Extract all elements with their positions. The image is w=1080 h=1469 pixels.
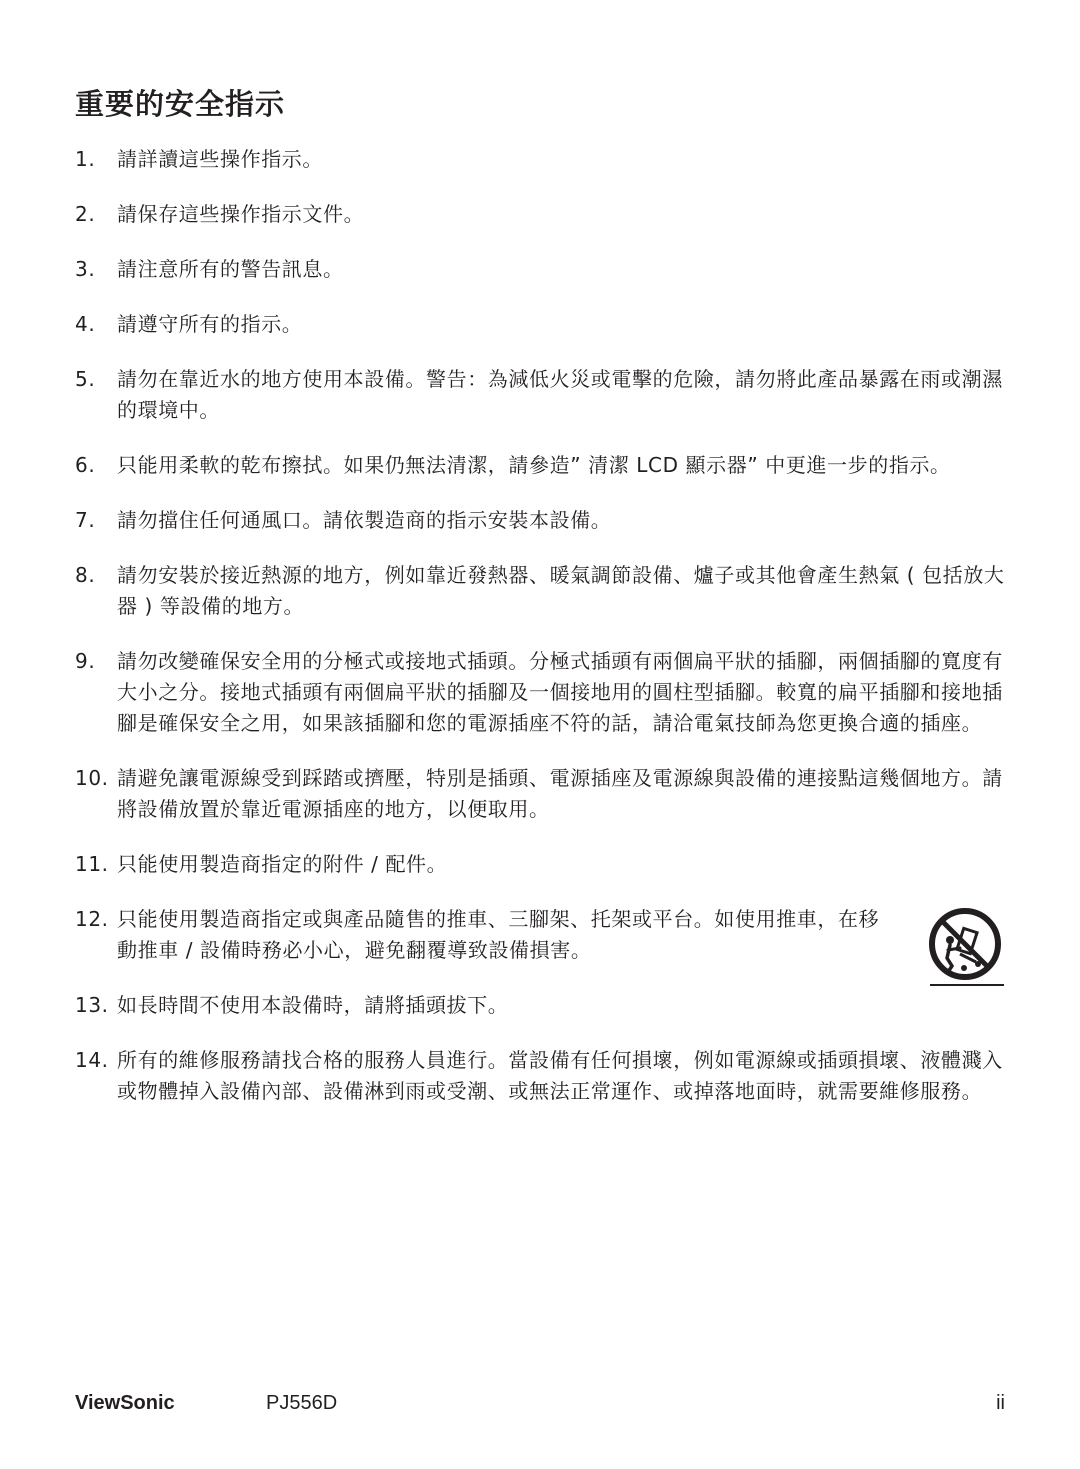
item-text: 請注意所有的警告訊息。 (117, 257, 344, 281)
list-item (75, 254, 1010, 285)
list-item (75, 364, 1010, 426)
item-number: 6. (75, 453, 96, 477)
cart-tip-over-warning-icon (920, 906, 1010, 988)
item-text: 請勿安裝於接近熱源的地方，例如靠近發熱器、暖氣調節設備、爐子或其他會產生熱氣 ( 包括放大器 ) 等設備的地方。 (117, 563, 1005, 618)
list-item (75, 144, 1010, 175)
item-text: 如長時間不使用本設備時，請將插頭拔下。 (117, 993, 509, 1017)
page-footer (75, 1388, 1005, 1418)
list-item (75, 763, 1010, 825)
item-number: 12. (75, 907, 109, 931)
item-text: 所有的維修服務請找合格的服務人員進行。當設備有任何損壞，例如電源線或插頭損壞、液體濺入或物體掉入設備內部、設備淋到雨或受潮、或無法正常運作、或掉落地面時，就需要維修服務。 (117, 1048, 1003, 1103)
item-text: 只能用柔軟的乾布擦拭。如果仍無法清潔，請參造” 清潔 LCD 顯示器” 中更進一步的指示。 (117, 453, 951, 477)
list-item (75, 990, 1010, 1021)
item-number: 5. (75, 367, 96, 391)
list-item (75, 849, 1010, 880)
item-number: 9. (75, 649, 96, 673)
page-title: 重要的安全指示 (75, 87, 286, 121)
item-number: 3. (75, 257, 96, 281)
item-text: 只能使用製造商指定的附件 / 配件。 (117, 852, 448, 876)
list-item (75, 904, 1010, 966)
item-text: 只能使用製造商指定或與產品隨售的推車、三腳架、托架或平台。如使用推車，在移動推車 / 設備時務必小心，避免翻覆導致設備損害。 (117, 907, 880, 962)
item-number: 1. (75, 147, 96, 171)
item-number: 14. (75, 1048, 109, 1072)
model-name: PJ556D (266, 1392, 338, 1414)
item-text: 請遵守所有的指示。 (117, 312, 303, 336)
item-number: 4. (75, 312, 96, 336)
page-number: ii (996, 1392, 1005, 1414)
item-number: 11. (75, 852, 109, 876)
item-text: 請勿在靠近水的地方使用本設備。警告：為減低火災或電擊的危險，請勿將此產品暴露在雨或潮濕的環境中。 (117, 367, 1003, 422)
list-item (75, 560, 1010, 622)
item-number: 8. (75, 563, 96, 587)
item-text: 請勿擋住任何通風口。請依製造商的指示安裝本設備。 (117, 508, 612, 532)
list-item (75, 1045, 1010, 1107)
list-item (75, 646, 1010, 739)
brand-name: ViewSonic (75, 1392, 175, 1414)
safety-instruction-list (75, 144, 1010, 1131)
item-text: 請勿改變確保安全用的分極式或接地式插頭。分極式插頭有兩個扁平狀的插腳，兩個插腳的寬度有大小之分。接地式插頭有兩個扁平狀的插腳及一個接地用的圓柱型插腳。較寬的扁平插腳和接地插腳是確保安全之用，如果該插腳和您的電源插座不符的話，請洽電氣技師為您更換合適的插座。 (117, 649, 1003, 735)
list-item (75, 199, 1010, 230)
list-item (75, 450, 1010, 481)
item-number: 7. (75, 508, 96, 532)
item-text: 請避免讓電源線受到踩踏或擠壓，特別是插頭、電源插座及電源線與設備的連接點這幾個地方。請將設備放置於靠近電源插座的地方，以便取用。 (117, 766, 1003, 821)
item-text: 請詳讀這些操作指示。 (117, 147, 323, 171)
item-number: 2. (75, 202, 96, 226)
item-number: 13. (75, 993, 109, 1017)
item-text: 請保存這些操作指示文件。 (117, 202, 365, 226)
list-item (75, 309, 1010, 340)
item-number: 10. (75, 766, 109, 790)
list-item (75, 505, 1010, 536)
